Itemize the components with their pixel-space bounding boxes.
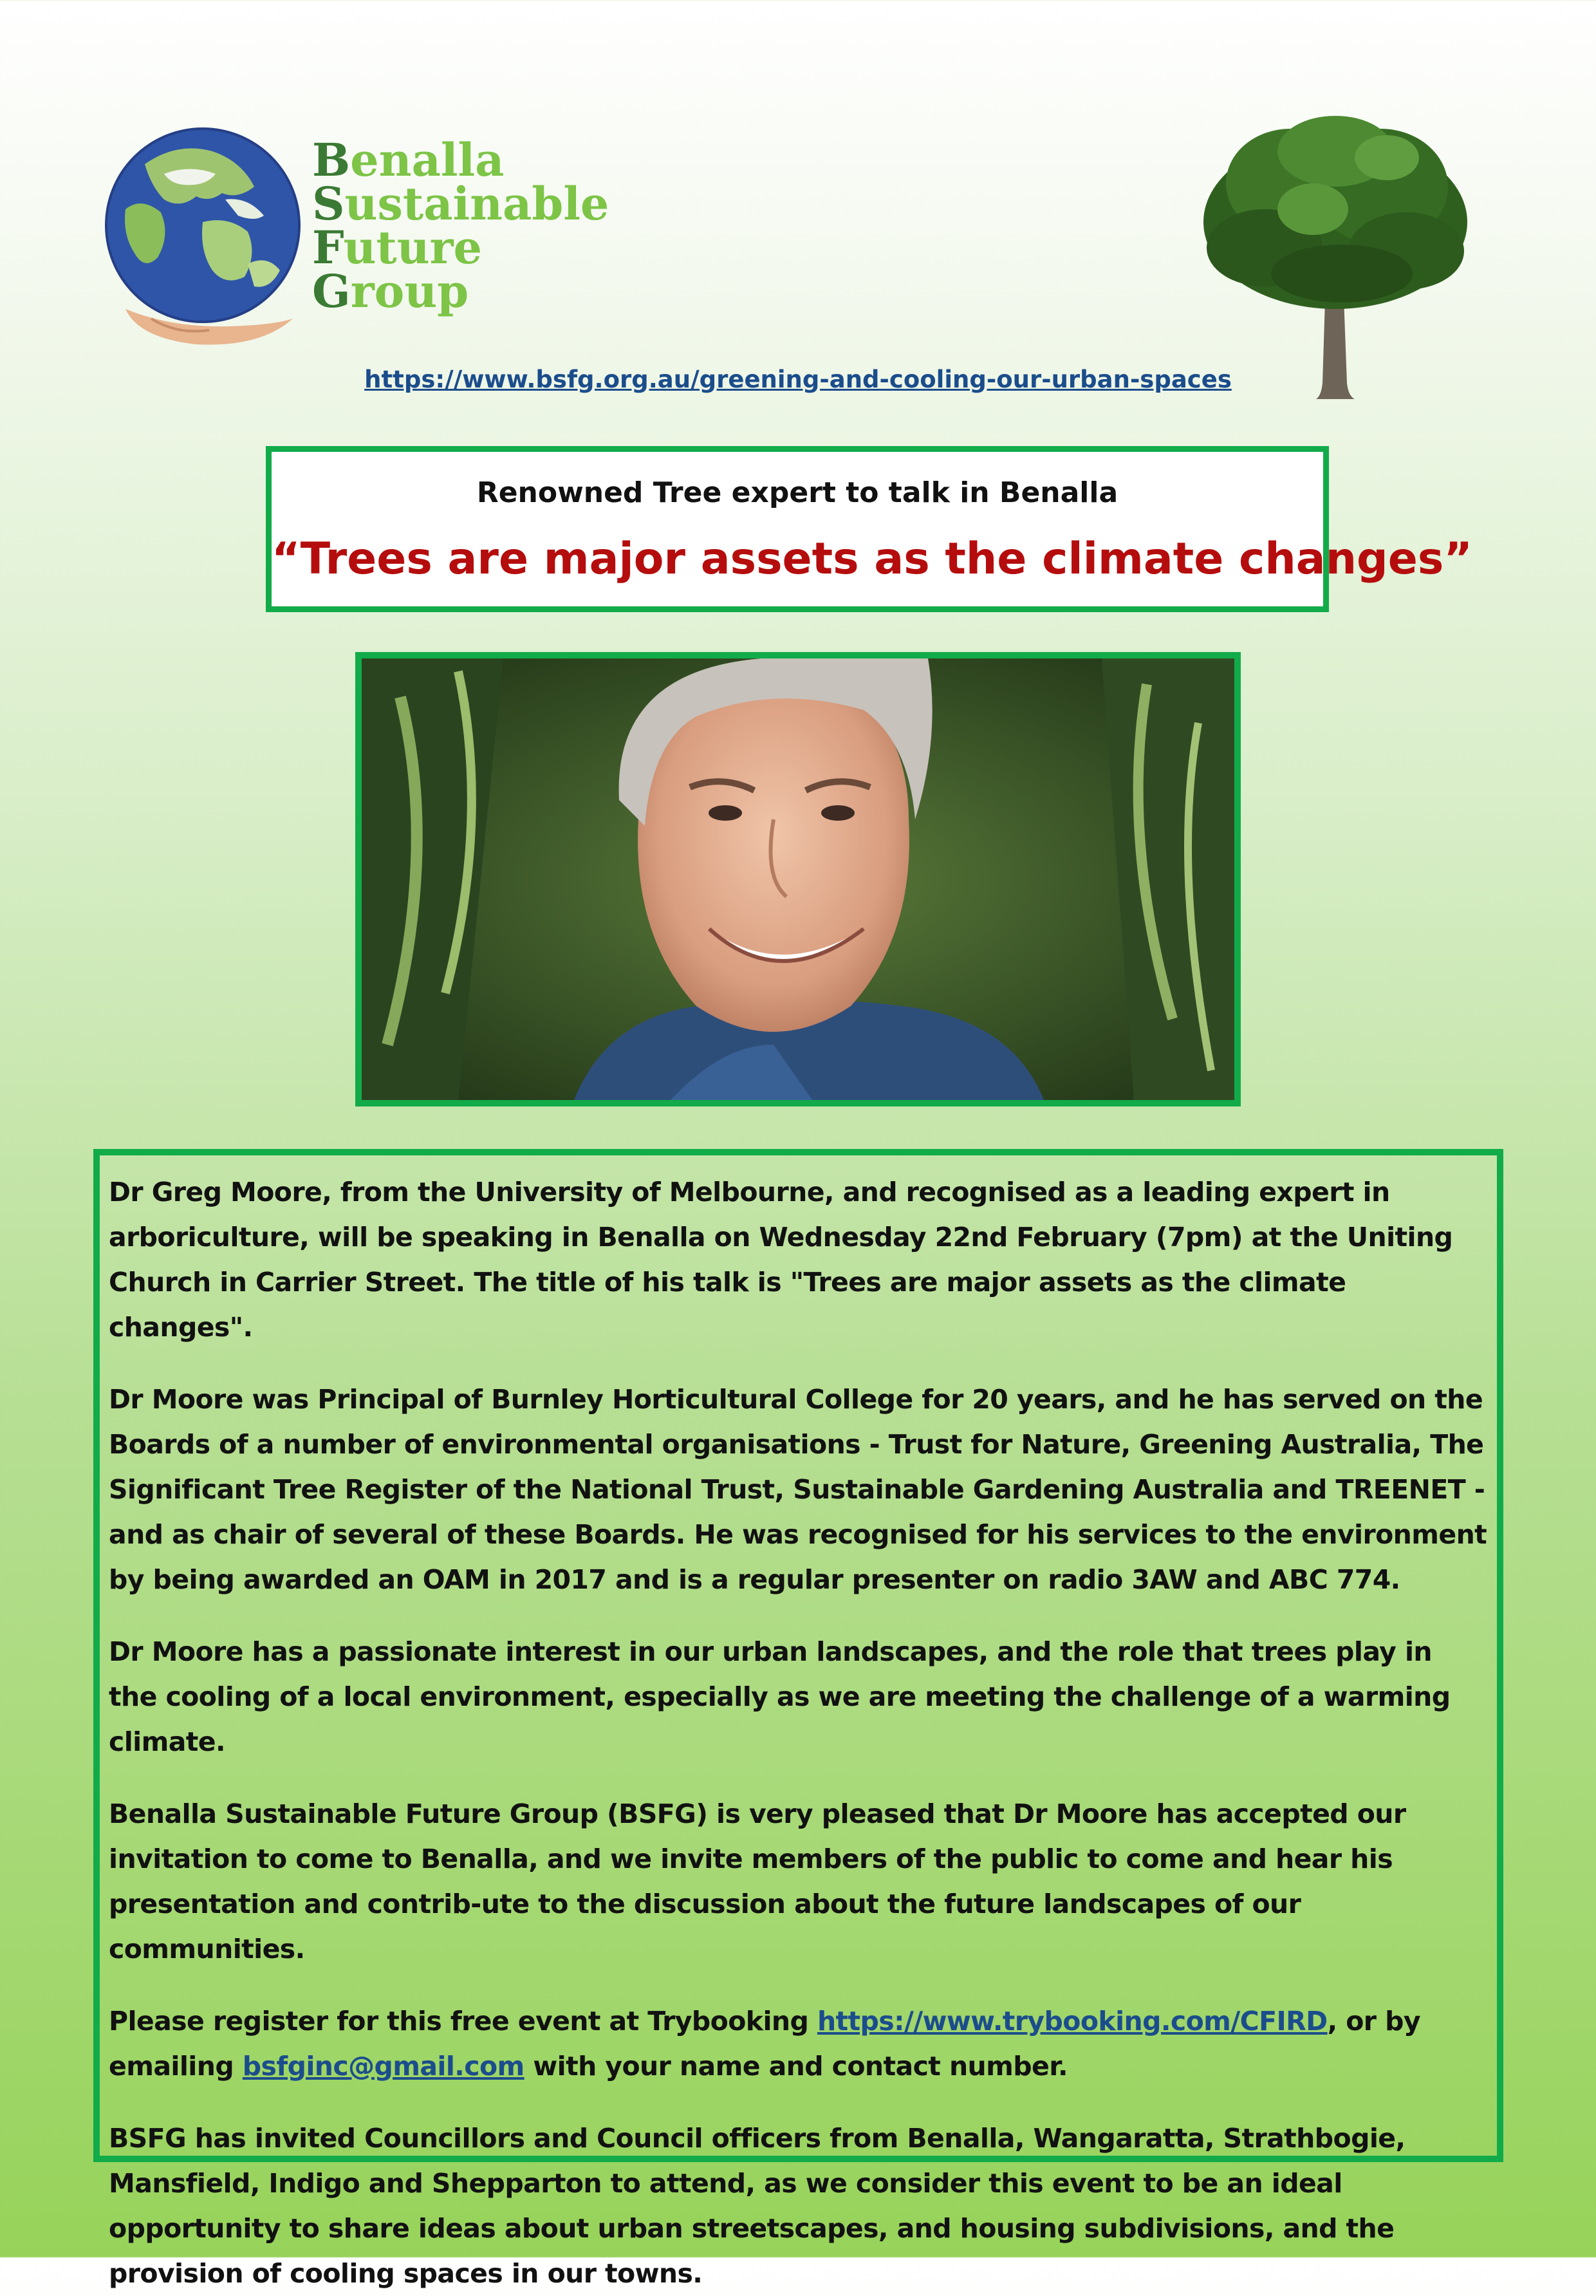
headline-box (266, 446, 1473, 612)
wordmark-line-4: Group (312, 265, 469, 318)
wordmark-line-2: Sustainable (312, 177, 609, 230)
paragraph-registration: Please register for this free event at Trybooking https://www.trybooking.com/CFIRD, or by emailing bsfginc@gmail.com with your name and contact number. (109, 2006, 1420, 2082)
paragraph-interest: Dr Moore has a passionate interest in our urban landscapes, and the role that trees play in the cooling of a local environment, especially as we are meeting the challenge of a warming climate. (109, 1636, 1451, 1757)
organisation-wordmark (312, 133, 609, 318)
paragraph-background: Dr Moore was Principal of Burnley Horticultural College for 20 years, and he has served on the Boards of a number of environmental organisations - Trust for Nature, Greening Australia, The Significant Tree Register of the National Trust, Sustainable Gardening Australia and TREENET - and as chair of several of these Boards. He was recognised for his services to the environment by being awarded an OAM in 2017 and is a regular presenter on radio 3AW and ABC 774. (109, 1384, 1487, 1595)
speaker-photo (355, 652, 1241, 1106)
email-link[interactable]: bsfginc@gmail.com (242, 2051, 524, 2082)
trybooking-link[interactable]: https://www.trybooking.com/CFIRD (817, 2006, 1328, 2037)
article-body (93, 1149, 1503, 2289)
website-link[interactable]: https://www.bsfg.org.au/greening-and-cooling-our-urban-spaces (364, 366, 1232, 393)
wordmark-line-1: Benalla (312, 133, 505, 187)
paragraph-councils: BSFG has invited Councillors and Council officers from Benalla, Wangaratta, Strathbogie, Mansfield, Indigo and Shepparton to attend, as we consider this event to be an ideal opportunity to share ideas about urban streetscapes, and housing subdivisions, and the provision of cooling spaces in our towns. (109, 2123, 1406, 2289)
headline-subtitle: Renowned Tree expert to talk in Benalla (476, 476, 1118, 509)
tree-illustration (1194, 113, 1477, 402)
headline-title: “Trees are major assets as the climate changes” (272, 534, 1473, 584)
wordmark-line-3: Future (312, 221, 483, 274)
paragraph-invitation: Benalla Sustainable Future Group (BSFG) is very pleased that Dr Moore has accepted our invitation to come to Benalla, and we invite members of the public to come and hear his presentation and contrib-ute to the discussion about the future landscapes of our communities. (109, 1798, 1406, 1965)
globe-in-hand-logo (100, 126, 306, 348)
paragraph-intro: Dr Greg Moore, from the University of Melbourne, and recognised as a leading expert in arboriculture, will be speaking in Benalla on Wednesday 22nd February (7pm) at the Uniting Church in Carrier Street. The title of his talk is "Trees are major assets as the climate changes". (109, 1177, 1453, 1343)
